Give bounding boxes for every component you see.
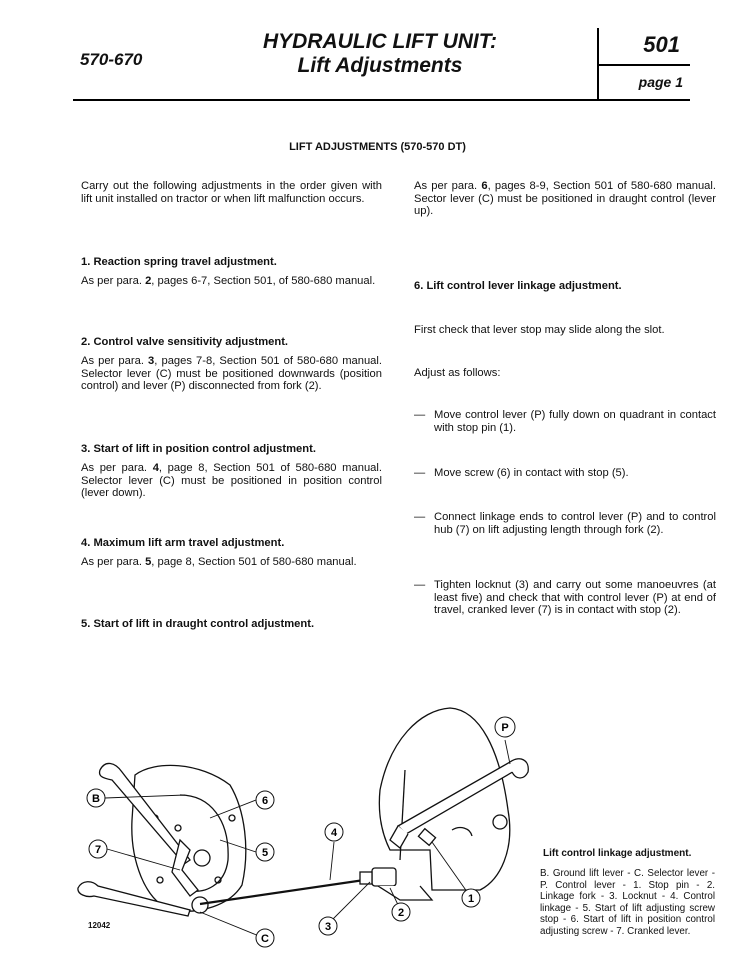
header-small-rule <box>597 64 690 66</box>
figure-caption-title: Lift control linkage adjustment. <box>543 848 692 859</box>
section-title: LIFT ADJUSTMENTS (570-570 DT) <box>289 141 466 153</box>
list-item: — Move screw (6) in contact with stop (5). <box>414 467 629 479</box>
model-range: 570-670 <box>80 50 143 69</box>
svg-text:6: 6 <box>261 795 269 807</box>
svg-text:7: 7 <box>94 844 102 856</box>
step-2-heading: 2. Control valve sensitivity adjustment. <box>81 336 289 348</box>
section-number: 501 <box>643 32 680 57</box>
callout-C <box>256 929 274 947</box>
header-rule <box>73 99 690 101</box>
step-3-heading: 3. Start of lift in position control adjustment. <box>81 443 316 455</box>
figure-id: 12042 <box>88 921 111 930</box>
step-3-text: As per para. 4, page 8, Section 501 of 580-680 manual. Selector lever (C) must be positioned in position control (lever down). <box>81 462 382 500</box>
list-item: — Tighten locknut (3) and carry out some manoeuvres (at least five) and check that with control lever (P) at end of travel, cranked lever (7) is in contact with stop (2). <box>414 579 716 617</box>
svg-text:C: C <box>261 933 269 945</box>
step-4-text: As per para. 5, page 8, Section 501 of 580-680 manual. <box>81 556 357 568</box>
callout-3 <box>319 917 337 935</box>
svg-text:5: 5 <box>261 847 269 859</box>
callout-2 <box>392 903 410 921</box>
callout-P <box>495 717 515 737</box>
dash-bullet: — <box>414 511 426 523</box>
title-line-1: HYDRAULIC LIFT UNIT: <box>262 30 498 53</box>
figure-caption-text: B. Ground lift lever - C. Selector lever - P. Control lever - 1. Stop pin - 2. Linkage fork - 3. Locknut - 4. Control linkage - 5. Start of lift adjusting screw stop - 6. Start of lift in position control adjusting screw - 7. Cranked lever. <box>540 868 715 937</box>
list-item: — Move control lever (P) fully down on quadrant in contact with stop pin (1). <box>414 409 716 434</box>
linkage-illustration <box>60 700 540 962</box>
step-4-heading: 4. Maximum lift arm travel adjustment. <box>81 537 285 549</box>
step-5-heading: 5. Start of lift in draught control adjustment. <box>81 618 315 630</box>
step-6-heading: 6. Lift control lever linkage adjustment. <box>414 280 622 292</box>
svg-text:3: 3 <box>324 921 332 933</box>
page-title <box>200 30 560 78</box>
dash-bullet: — <box>414 579 426 591</box>
list-item: — Connect linkage ends to control lever (P) and to control hub (7) on lift adjusting length through fork (2). <box>414 511 716 536</box>
page-label: page 1 <box>638 74 683 90</box>
callout-5 <box>256 843 274 861</box>
step-6-adjust: Adjust as follows: <box>414 367 501 379</box>
step-1-heading: 1. Reaction spring travel adjustment. <box>81 256 277 268</box>
dash-bullet: — <box>414 467 426 479</box>
title-line-2: Lift Adjustments <box>297 54 463 77</box>
step-5-text: As per para. 6, pages 8-9, Section 501 of 580-680 manual. Sector lever (C) must be positioned in draught control (lever up). <box>414 180 716 218</box>
svg-text:1: 1 <box>467 893 475 905</box>
svg-text:B: B <box>92 793 100 805</box>
step-6-intro: First check that lever stop may slide along the slot. <box>414 324 665 336</box>
dash-bullet: — <box>414 409 426 421</box>
callout-B <box>87 789 105 807</box>
callout-6 <box>256 791 274 809</box>
step-1-text: As per para. 2, pages 6-7, Section 501, of 580-680 manual. <box>81 275 376 287</box>
intro-paragraph: Carry out the following adjustments in the order given with lift unit installed on tractor or when lift malfunction occurs. <box>81 180 382 205</box>
step-2-text: As per para. 3, pages 7-8, Section 501 of 580-680 manual. Selector lever (C) must be positioned downwards (position control) and lever (P) disconnected from fork (2). <box>81 355 382 393</box>
svg-text:2: 2 <box>397 907 405 919</box>
callout-7 <box>89 840 107 858</box>
callout-4 <box>325 823 343 841</box>
svg-text:P: P <box>501 722 509 734</box>
svg-text:4: 4 <box>330 827 338 839</box>
callout-1 <box>462 889 480 907</box>
